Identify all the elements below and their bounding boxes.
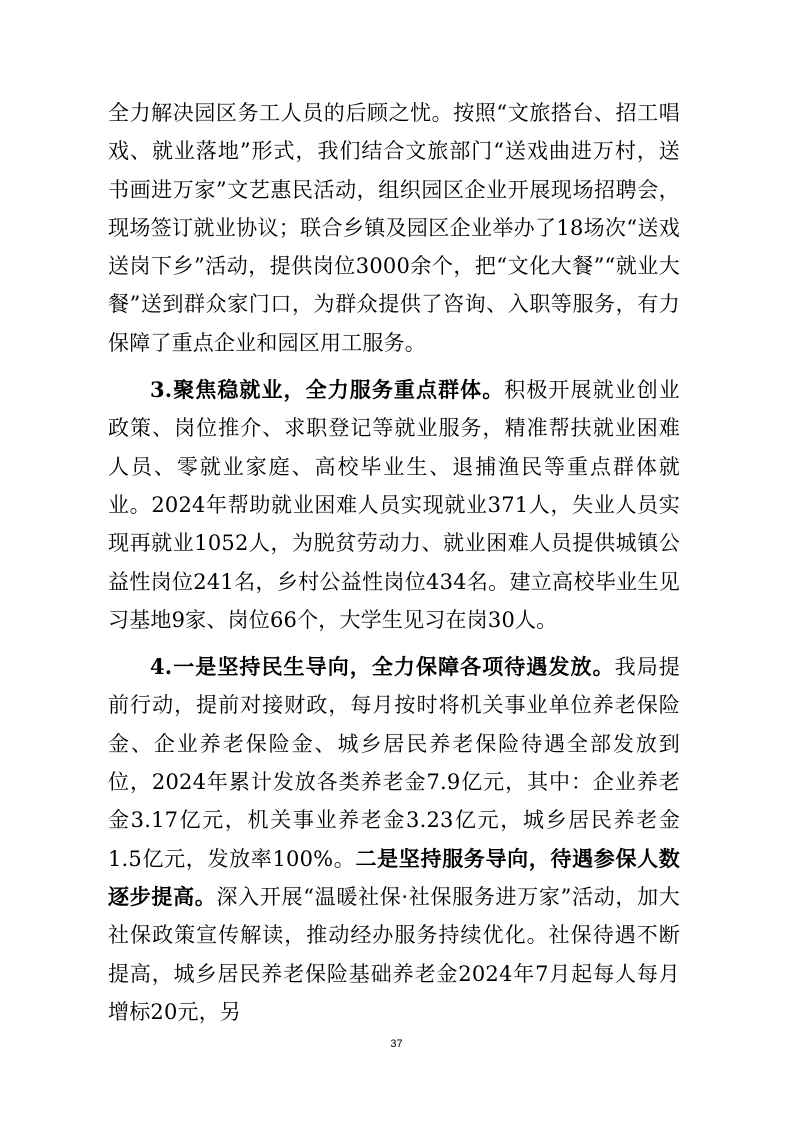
paragraph-3-heading: 4.一是坚持民生导向，全力保障各项待遇发放。 <box>150 654 615 680</box>
page-number: 37 <box>390 1038 403 1050</box>
paragraph-3-text: 我局提前行动，提前对接财政，每月按时将机关事业单位养老保险金、企业养老保险金、城乡居民养老保险待遇全部发放到位，2024年累计发放各类养老金7.9亿元，其中：企业养老金3.17亿元，机关事业养老金3.23亿元，城乡居民养老金1.5亿元，发放率100%。 <box>108 655 680 871</box>
paragraph-1 <box>108 94 680 362</box>
paragraph-2-heading: 3.聚焦稳就业，全力服务重点群体。 <box>150 377 505 403</box>
paragraph-2 <box>108 371 680 639</box>
paragraph-3-text-2: 深入开展“温暖社保·社保服务进万家”活动，加大社保政策宣传解读，推动经办服务持续优化。社保待遇不断提高，城乡居民养老保险基础养老金2024年7月起每人每月增标20元，另 <box>108 884 681 1024</box>
paragraph-2-text: 积极开展就业创业政策、岗位推介、求职登记等就业服务，精准帮扶就业困难人员、零就业家庭、高校毕业生、退捕渔民等重点群体就业。2024年帮助就业困难人员实现就业371人，失业人员实现再就业1052人，为脱贫劳动力、就业困难人员提供城镇公益性岗位241名，乡村公益性岗位434名。建立高校毕业生见习基地9家、岗位66个，大学生见习在岗30人。 <box>108 378 680 632</box>
document-body <box>108 94 680 1031</box>
paragraph-1-text: 全力解决园区务工人员的后顾之忧。按照“文旅搭台、招工唱戏、就业落地”形式，我们结合文旅部门“送戏曲进万村，送书画进万家”文艺惠民活动，组织园区企业开展现场招聘会，现场签订就业协议；联合乡镇及园区企业举办了18场次“送戏送岗下乡”活动，提供岗位3000余个，把“文化大餐”“就业大餐”送到群众家门口，为群众提供了咨询、入职等服务，有力保障了重点企业和园区用工服务。 <box>108 101 680 355</box>
paragraph-3 <box>108 648 680 1031</box>
paragraph-3-subheading: 二是坚持服务导向，待遇参保人数逐步提高。 <box>108 845 681 909</box>
